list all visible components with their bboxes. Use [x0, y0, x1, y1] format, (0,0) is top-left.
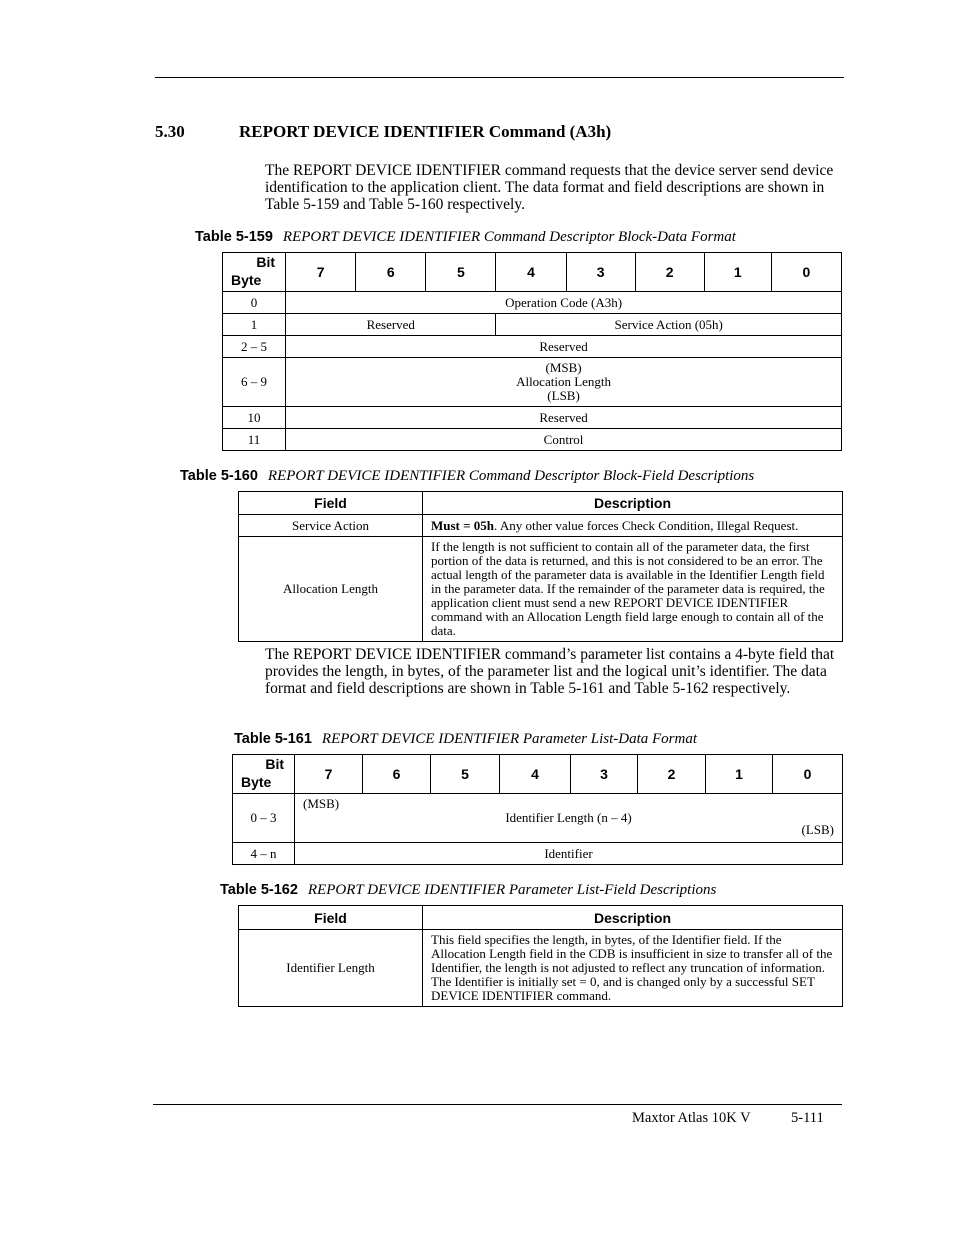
table-160 [238, 491, 843, 642]
field-cell: Operation Code (A3h) [286, 292, 842, 314]
bit-label: Bit [256, 254, 276, 270]
description-header: Description [423, 492, 843, 515]
section-title: REPORT DEVICE IDENTIFIER Command (A3h) [239, 122, 612, 141]
bit-header: 0 [773, 755, 843, 794]
table-row [223, 407, 842, 429]
field-name: Allocation Length [516, 374, 612, 389]
byte-cell: 2 – 5 [223, 336, 286, 358]
bit-header: 7 [286, 253, 356, 292]
bit-byte-header [223, 253, 286, 292]
bit-header: 2 [638, 755, 706, 794]
byte-label: Byte [231, 272, 262, 288]
byte-cell: 6 – 9 [223, 358, 286, 407]
msb-label: (MSB) [303, 796, 340, 811]
bit-byte-header [233, 755, 295, 794]
bit-header: 5 [426, 253, 496, 292]
table-162-caption [220, 882, 716, 899]
field-cell: Reserved [286, 407, 842, 429]
footer-product: Maxtor Atlas 10K V [632, 1110, 751, 1126]
bit-header: 3 [566, 253, 635, 292]
footer-rule [153, 1104, 842, 1105]
table-row [223, 292, 842, 314]
byte-cell: 0 [223, 292, 286, 314]
description-cell [423, 515, 843, 537]
table-161 [232, 754, 843, 865]
field-cell: Service Action [239, 515, 423, 537]
table-159-title: REPORT DEVICE IDENTIFIER Command Descriptor Block-Data Format [282, 229, 736, 245]
description-cell: If the length is not sufficient to contain all of the parameter data, the first portion of the data is returned, and this is not considered to be an error. The actual length of the parameter data is available in the Identifier Length field in the parameter data. If the remainder of the parameter data is required, the application client must send a new REPORT DEVICE IDENTIFIER command with an Allocation Length field large enough to contain all of the data. [423, 537, 843, 642]
bit-header: 2 [635, 253, 704, 292]
table-162-label: Table 5-162 [220, 882, 298, 898]
table-161-label: Table 5-161 [234, 731, 312, 747]
table-161-caption [234, 731, 697, 748]
table-row [239, 515, 843, 537]
byte-cell: 4 – n [233, 843, 295, 865]
header-rule [155, 77, 844, 78]
section-heading [155, 122, 611, 142]
field-cell: Reserved [286, 314, 496, 336]
byte-cell: 10 [223, 407, 286, 429]
table-row [239, 930, 843, 1007]
table-160-title: REPORT DEVICE IDENTIFIER Command Descriptor Block-Field Descriptions [267, 468, 755, 484]
description-text: . Any other value forces Check Condition, Illegal Request. [494, 517, 799, 533]
field-cell [295, 794, 843, 843]
description-cell: This field specifies the length, in bytes, of the Identifier field. If the Allocation Length field in the CDB is insufficient in size to transfer all of the Identifier, the length is not adjusted to reflect any truncation of information. The Identifier is initially set = 0, and is changed only by a successful SET DEVICE IDENTIFIER command. [423, 930, 843, 1007]
field-header: Field [239, 906, 423, 930]
field-cell: Control [286, 429, 842, 451]
table-159 [222, 252, 842, 451]
field-cell: Service Action (05h) [496, 314, 842, 336]
field-cell: Identifier [295, 843, 843, 865]
field-cell: Reserved [286, 336, 842, 358]
middle-paragraph: The REPORT DEVICE IDENTIFIER command’s parameter list contains a 4-byte field that provides the length, in bytes, of the parameter list and the logical unit’s identifier. The data format and field descriptions are shown in Table 5-161 and Table 5-162 respectively. [265, 646, 835, 697]
bit-header: 4 [500, 755, 571, 794]
description-header: Description [423, 906, 843, 930]
msb-label: (MSB) [545, 360, 582, 375]
bit-header: 6 [363, 755, 431, 794]
bit-header: 7 [295, 755, 363, 794]
table-161-title: REPORT DEVICE IDENTIFIER Parameter List-Data Format [321, 731, 698, 747]
section-number: 5.30 [155, 122, 185, 141]
description-bold: Must = 05h [431, 517, 495, 533]
byte-cell: 11 [223, 429, 286, 451]
field-cell: Identifier Length [239, 930, 423, 1007]
table-row [223, 358, 842, 407]
table-160-label: Table 5-160 [180, 468, 258, 484]
bit-header: 0 [771, 253, 841, 292]
table-162-title: REPORT DEVICE IDENTIFIER Parameter List-Field Descriptions [307, 882, 717, 898]
table-row [233, 843, 843, 865]
table-row [223, 314, 842, 336]
bit-header: 6 [356, 253, 426, 292]
table-159-caption [195, 229, 736, 246]
table-162 [238, 905, 843, 1007]
table-160-caption [180, 468, 754, 485]
bit-header: 4 [496, 253, 566, 292]
bit-header: 5 [431, 755, 500, 794]
field-header: Field [239, 492, 423, 515]
byte-label: Byte [241, 774, 272, 790]
table-159-label: Table 5-159 [195, 229, 273, 245]
intro-paragraph: The REPORT DEVICE IDENTIFIER command requests that the device server send device identification to the application client. The data format and field descriptions are shown in Table 5-159 and Table 5-160 respectively. [265, 162, 834, 213]
field-cell: Allocation Length [239, 537, 423, 642]
byte-cell: 0 – 3 [233, 794, 295, 843]
bit-header: 3 [571, 755, 638, 794]
lsb-label: (LSB) [547, 388, 580, 403]
footer-page-number: 5-111 [791, 1110, 824, 1126]
bit-header: 1 [706, 755, 773, 794]
bit-label: Bit [265, 756, 284, 772]
table-row [239, 537, 843, 642]
lsb-label: (LSB) [801, 822, 834, 837]
field-name: Identifier Length (n – 4) [505, 810, 632, 825]
table-row [233, 794, 843, 843]
table-row [223, 429, 842, 451]
table-row [223, 336, 842, 358]
bit-header: 1 [704, 253, 771, 292]
byte-cell: 1 [223, 314, 286, 336]
field-cell [286, 358, 842, 407]
